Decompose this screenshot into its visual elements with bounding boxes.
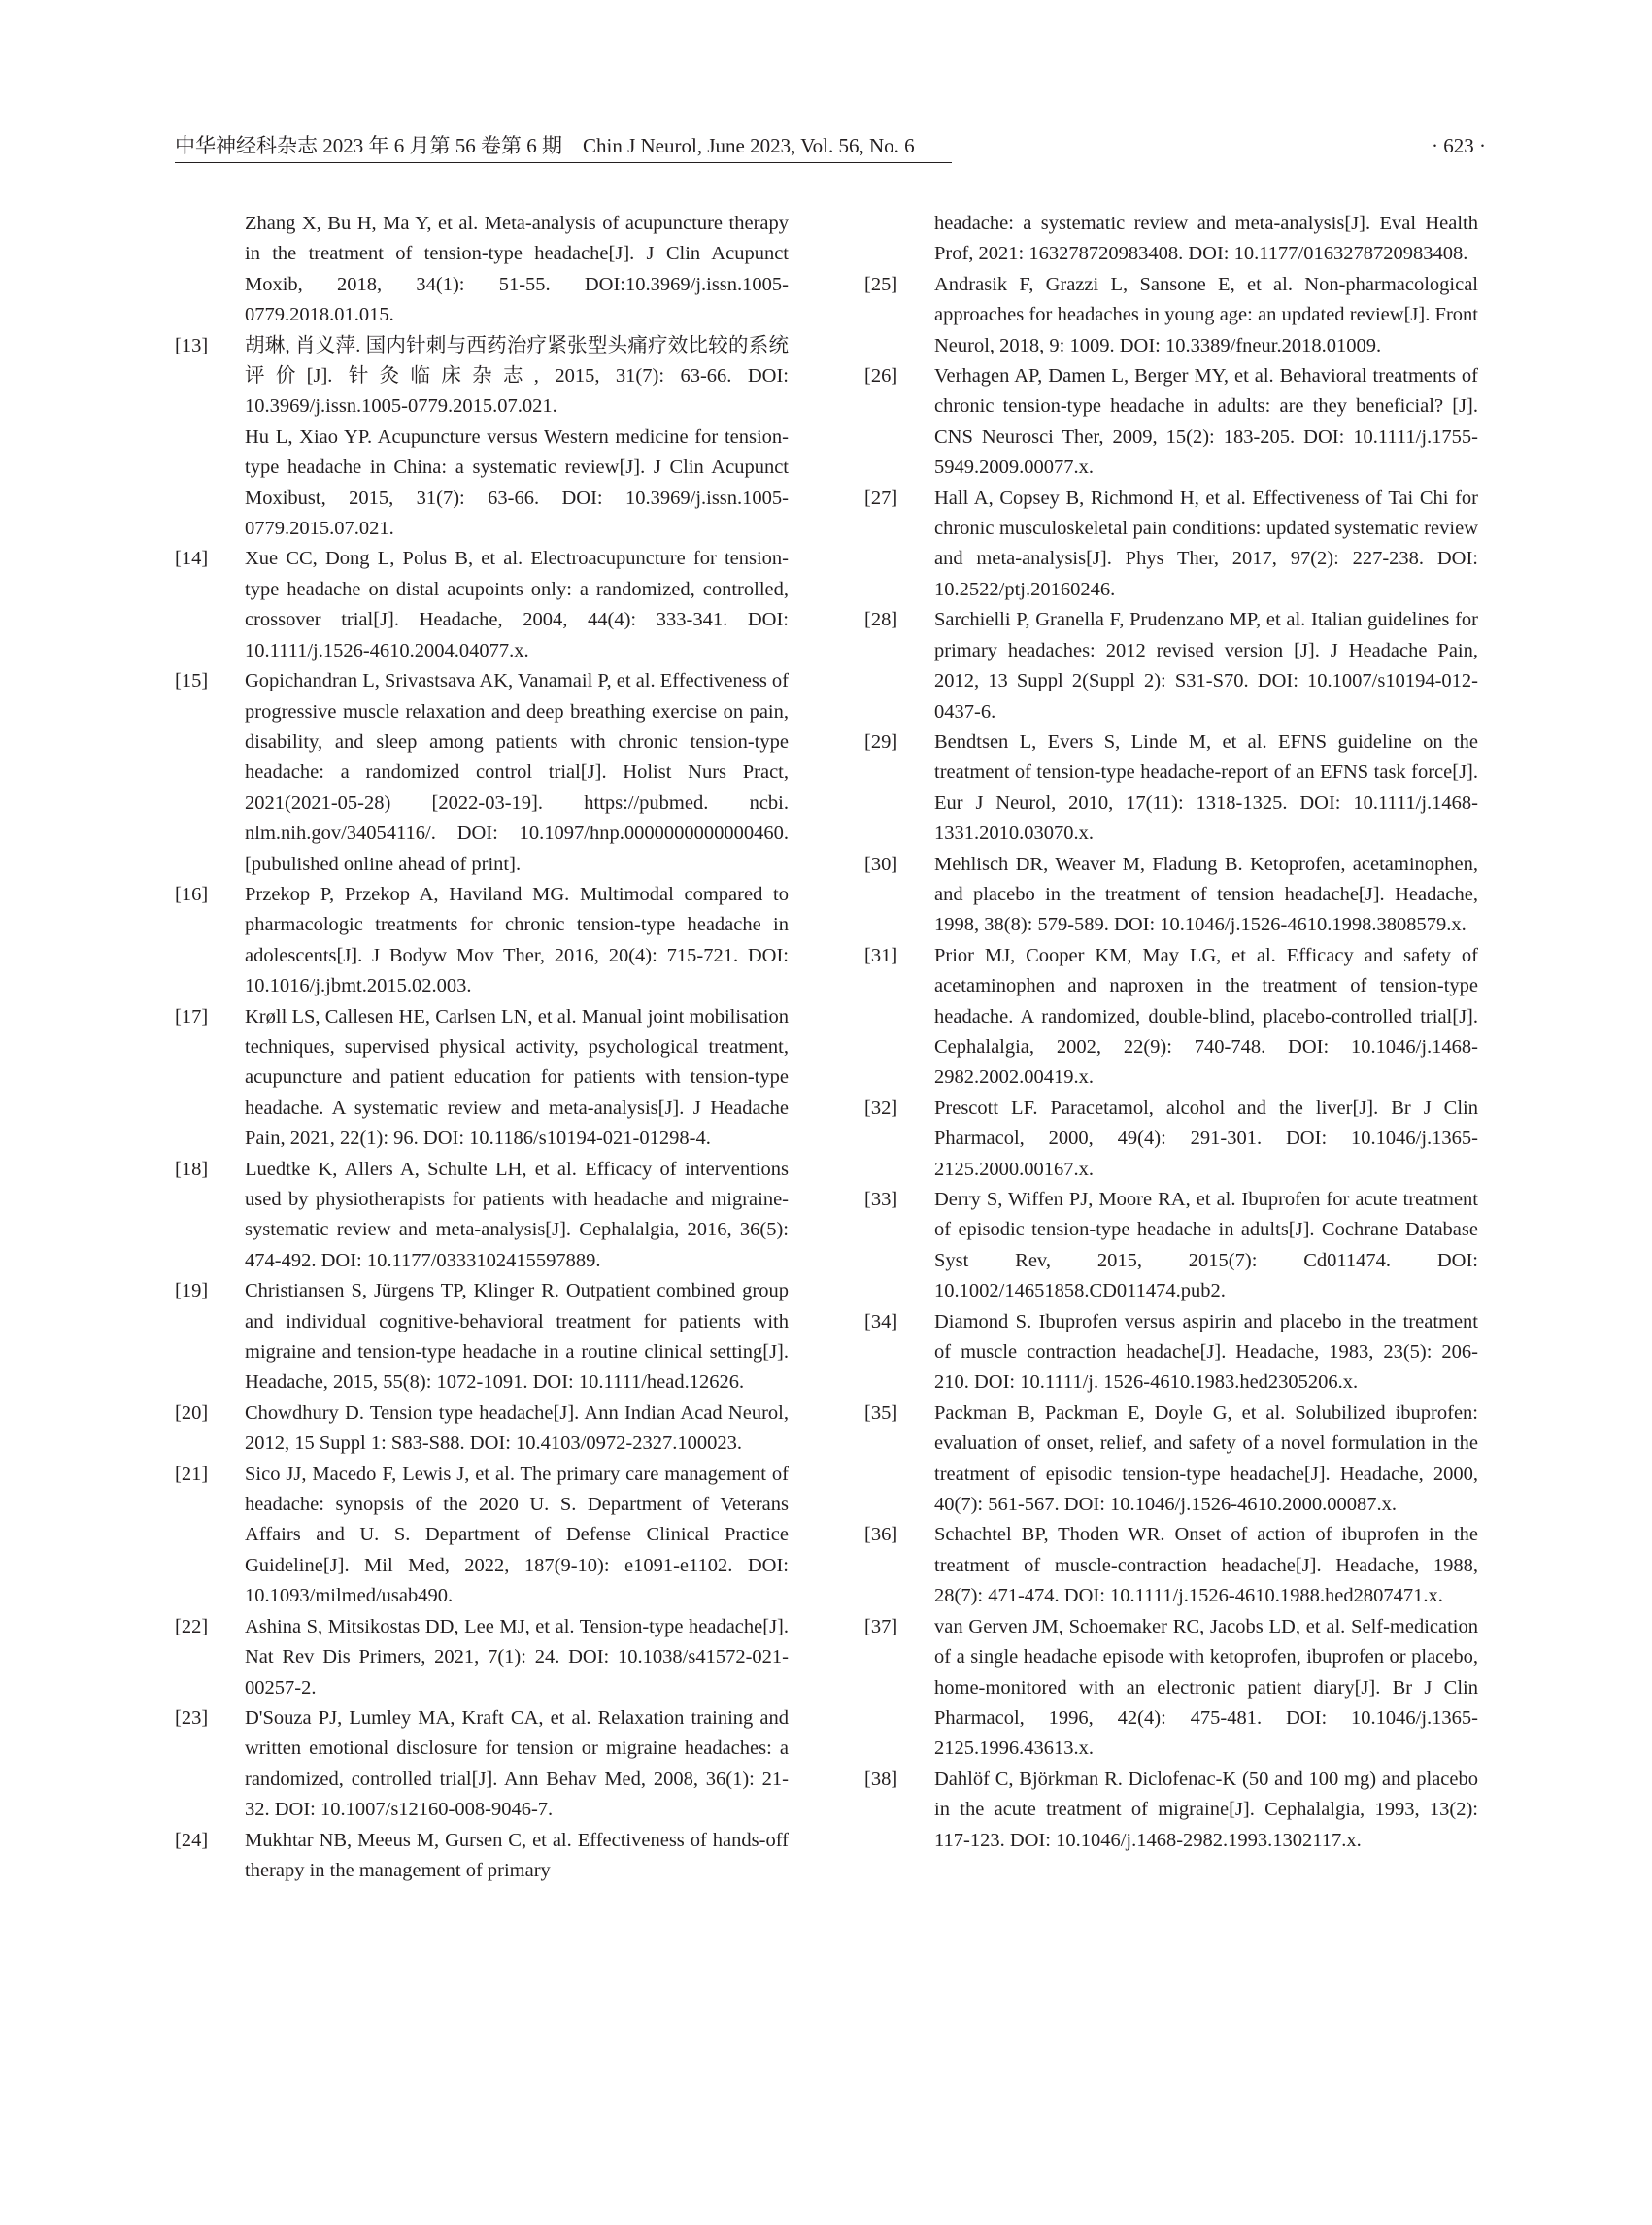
reference-entry [175,331,789,545]
reference-entry [864,270,1478,361]
reference-text: Xue CC, Dong L, Polus B, et al. Electroacupuncture for tension-type headache on distal acupoints only: a randomized, controlled, crossover trial[J]. Headache, 2004, 44(4): 333-341. DOI: 10.1111/j.1526-4610.2004.04077.x. [245,548,789,661]
reference-column-right [864,209,1478,1856]
reference-entry [175,1155,789,1277]
reference-text: van Gerven JM, Schoemaker RC, Jacobs LD, et al. Self-medication of a single headache episode with ketoprofen, ibuprofen or placebo, home-monitored with an electronic patient diary[J]. Br J Clin Pharmacol, 1996, 42(4): 475-481. DOI: 10.1046/j.1365-2125.1996.43613.x. [934,1615,1478,1760]
reference-entry [175,1703,789,1826]
page-number: · 623 · [1432,134,1486,157]
reference-text: Mehlisch DR, Weaver M, Fladung B. Ketoprofen, acetaminophen, and placebo in the treatment of tension headache[J]. Headache, 1998, 38(8): 579-589. DOI: 10.1046/j.1526-4610.1998.3808579.x. [934,853,1478,936]
reference-entry [175,1399,789,1460]
reference-text: Gopichandran L, Srivastsava AK, Vanamail P, et al. Effectiveness of progressive muscle relaxation and deep breathing exercise on pain, disability, and sleep among patients with chronic tension-type headache: a randomized control trial[J]. Holist Nurs Pract, 2021(2021-05-28) [2022-03-19]. https://pubmed. ncbi. nlm.nih.gov/34054116/. DOI: 10.1097/hnp.0000000000000460. [pubulished online ahead of print]. [245,670,790,875]
reference-text: Sico JJ, Macedo F, Lewis J, et al. The primary care management of headache: synopsis of the 2020 U. S. Department of Veterans Affairs and U. S. Department of Defense Clinical Practice Guideline[J]. Mil Med, 2022, 187(9-10): e1091-e1102. DOI: 10.1093/milmed/usab490. [245,1463,789,1607]
reference-number: [33] [864,1189,898,1210]
reference-number: [32] [864,1096,898,1119]
reference-entry [175,1276,789,1399]
reference-number: [38] [864,1768,898,1790]
reference-number: [13] [175,334,209,356]
journal-citation: 中华神经科杂志 2023 年 6 月第 56 卷第 6 期 Chin J Neurol, June 2023, Vol. 56, No. 6 [175,134,915,157]
reference-number: [30] [864,853,898,875]
reference-entry [864,1765,1478,1856]
reference-text-english: Hu L, Xiao YP. Acupuncture versus Western medicine for tension-type headache in China: a systematic review[J]. J Clin Acupunct Moxibust, 2015, 31(7): 63-66. DOI: 10.3969/j.issn.1005-0779.2015.07.021. [245,425,789,540]
reference-entry [175,1002,789,1155]
reference-number: [28] [864,609,898,631]
reference-number: [36] [864,1524,898,1546]
reference-entry [864,484,1478,606]
reference-entry [864,1612,1478,1765]
reference-entry [175,544,789,666]
reference-entry [175,666,789,880]
reference-text: Schachtel BP, Thoden WR. Onset of action of ibuprofen in the treatment of muscle-contraction headache[J]. Headache, 1988, 28(7): 471-474. DOI: 10.1111/j.1526-4610.1988.hed2807471.x. [934,1524,1478,1607]
reference-number: [29] [864,730,898,753]
running-header [175,130,1486,161]
reference-text: Hall A, Copsey B, Richmond H, et al. Effectiveness of Tai Chi for chronic musculoskeletal pain conditions: updated systematic review and meta-analysis[J]. Phys Ther, 2017, 97(2): 227-238. DOI: 10.2522/ptj.20160246. [934,487,1478,600]
reference-text [245,331,789,545]
reference-entry [175,1460,789,1612]
reference-text-chinese: 胡琳, 肖义萍. 国内针刺与西药治疗紧张型头痛疗效比较的系统评价[J]. 针灸临床杂志, 2015, 31(7): 63-66. DOI: 10.3969/j.issn.1005-0779.2015.07.021. [245,334,789,418]
reference-entry [864,605,1478,727]
reference-text: Packman B, Packman E, Doyle G, et al. Solubilized ibuprofen: evaluation of onset, relief, and safety of a novel formulation in the treatment of episodic tension-type headache[J]. Headache, 2000, 40(7): 561-567. DOI: 10.1046/j.1526-4610.2000.00087.x. [934,1401,1478,1516]
reference-text: headache: a systematic review and meta-analysis[J]. Eval Health Prof, 2021: 163278720983408. DOI: 10.1177/0163278720983408. [934,213,1478,265]
reference-number: [25] [864,273,898,295]
reference-number: [26] [864,365,898,388]
reference-text: Przekop P, Przekop A, Haviland MG. Multimodal compared to pharmacologic treatments for chronic tension-type headache in adolescents[J]. J Bodyw Mov Ther, 2016, 20(4): 715-721. DOI: 10.1016/j.jbmt.2015.02.003. [245,883,789,997]
reference-text: Bendtsen L, Evers S, Linde M, et al. EFNS guideline on the treatment of tension-type headache-report of an EFNS task force[J]. Eur J Neurol, 2010, 17(11): 1318-1325. DOI: 10.1111/j.1468-1331.2010.03070.x. [934,730,1478,845]
reference-number: [16] [175,883,209,905]
reference-entry [175,1826,789,1887]
reference-text: Christiansen S, Jürgens TP, Klinger R. Outpatient combined group and individual cognitive-behavioral treatment for patients with migraine and tension-type headache in a routine clinical setting[J]. Headache, 2015, 55(8): 1072-1091. DOI: 10.1111/head.12626. [245,1280,789,1394]
reference-entry [864,1399,1478,1521]
reference-number: [23] [175,1706,209,1729]
reference-entry [175,880,789,1002]
reference-entry [175,209,789,331]
reference-entry [864,1094,1478,1185]
header-rule [175,162,952,163]
reference-number: [22] [175,1615,209,1637]
reference-entry [864,361,1478,484]
reference-number: [27] [864,487,898,509]
reference-entry [864,209,1478,270]
reference-text: Prescott LF. Paracetamol, alcohol and the liver[J]. Br J Clin Pharmacol, 2000, 49(4): 291-301. DOI: 10.1046/j.1365-2125.2000.00167.x. [934,1096,1478,1180]
reference-entry [864,1307,1478,1399]
reference-text: D'Souza PJ, Lumley MA, Kraft CA, et al. Relaxation training and written emotional disclosure for tension or migraine headaches: a randomized, controlled trial[J]. Ann Behav Med, 2008, 36(1): 21-32. DOI: 10.1007/s12160-008-9046-7. [245,1706,789,1821]
reference-number: [20] [175,1401,209,1424]
reference-text: Krøll LS, Callesen HE, Carlsen LN, et al. Manual joint mobilisation techniques, supervised physical activity, psychological treatment, acupuncture and patient education for patients with tension-type headache. A systematic review and meta-analysis[J]. J Headache Pain, 2021, 22(1): 96. DOI: 10.1186/s10194-021-01298-4. [245,1005,789,1150]
reference-text: Dahlöf C, Björkman R. Diclofenac-K (50 and 100 mg) and placebo in the acute treatment of migraine[J]. Cephalalgia, 1993, 13(2): 117-123. DOI: 10.1046/j.1468-2982.1993.1302117.x. [934,1768,1478,1851]
reference-number: [35] [864,1401,898,1424]
reference-text: Ashina S, Mitsikostas DD, Lee MJ, et al. Tension-type headache[J]. Nat Rev Dis Primers, 2021, 7(1): 24. DOI: 10.1038/s41572-021-00257-2. [245,1615,789,1699]
reference-number: [31] [864,944,898,966]
reference-number: [18] [175,1158,209,1180]
reference-text: Derry S, Wiffen PJ, Moore RA, et al. Ibuprofen for acute treatment of episodic tension-type headache in adults[J]. Cochrane Database Syst Rev, 2015, 2015(7): Cd011474. DOI: 10.1002/14651858.CD011474.pub2. [934,1189,1478,1302]
reference-number: [17] [175,1005,209,1028]
reference-number: [24] [175,1829,209,1851]
reference-text: Prior MJ, Cooper KM, May LG, et al. Efficacy and safety of acetaminophen and naproxen in the treatment of tension-type headache. A randomized, double-blind, placebo-controlled trial[J]. Cephalalgia, 2002, 22(9): 740-748. DOI: 10.1046/j.1468-2982.2002.00419.x. [934,944,1478,1089]
reference-number: [15] [175,670,209,692]
reference-entry [175,1612,789,1703]
reference-number: [34] [864,1310,898,1332]
reference-entry [864,1185,1478,1307]
reference-text: Sarchielli P, Granella F, Prudenzano MP, et al. Italian guidelines for primary headaches: 2012 revised version [J]. J Headache Pain, 2012, 13 Suppl 2(Suppl 2): S31-S70. DOI: 10.1007/s10194-012-0437-6. [934,609,1478,723]
reference-entry [864,1520,1478,1611]
reference-entry [864,727,1478,850]
reference-text: Luedtke K, Allers A, Schulte LH, et al. Efficacy of interventions used by physiotherapists for patients with headache and migraine-systematic review and meta-analysis[J]. Cephalalgia, 2016, 36(5): 474-492. DOI: 10.1177/0333102415597889. [245,1158,789,1271]
reference-text: Chowdhury D. Tension type headache[J]. Ann Indian Acad Neurol, 2012, 15 Suppl 1: S83-S88. DOI: 10.4103/0972-2327.100023. [245,1401,789,1455]
reference-text: Diamond S. Ibuprofen versus aspirin and placebo in the treatment of muscle contraction headache[J]. Headache, 1983, 23(5): 206-210. DOI: 10.1111/j. 1526-4610.1983.hed2305206.x. [934,1310,1478,1394]
reference-number: [21] [175,1463,209,1485]
reference-text: Verhagen AP, Damen L, Berger MY, et al. Behavioral treatments of chronic tension-type headache in adults: are they beneficial? [J]. CNS Neurosci Ther, 2009, 15(2): 183-205. DOI: 10.1111/j.1755-5949.2009.00077.x. [934,365,1478,479]
reference-column-left [175,209,789,1886]
reference-number: [37] [864,1615,898,1637]
reference-entry [864,850,1478,941]
reference-text: Zhang X, Bu H, Ma Y, et al. Meta-analysis of acupuncture therapy in the treatment of tension-type headache[J]. J Clin Acupunct Moxib, 2018, 34(1): 51-55. DOI:10.3969/j.issn.1005-0779.2018.01.015. [245,213,789,326]
reference-number: [19] [175,1280,209,1302]
reference-text: Andrasik F, Grazzi L, Sansone E, et al. Non-pharmacological approaches for headaches in young age: an updated review[J]. Front Neurol, 2018, 9: 1009. DOI: 10.3389/fneur.2018.01009. [934,273,1478,356]
reference-text: Mukhtar NB, Meeus M, Gursen C, et al. Effectiveness of hands-off therapy in the management of primary [245,1829,789,1881]
reference-entry [864,941,1478,1094]
reference-number: [14] [175,548,209,570]
